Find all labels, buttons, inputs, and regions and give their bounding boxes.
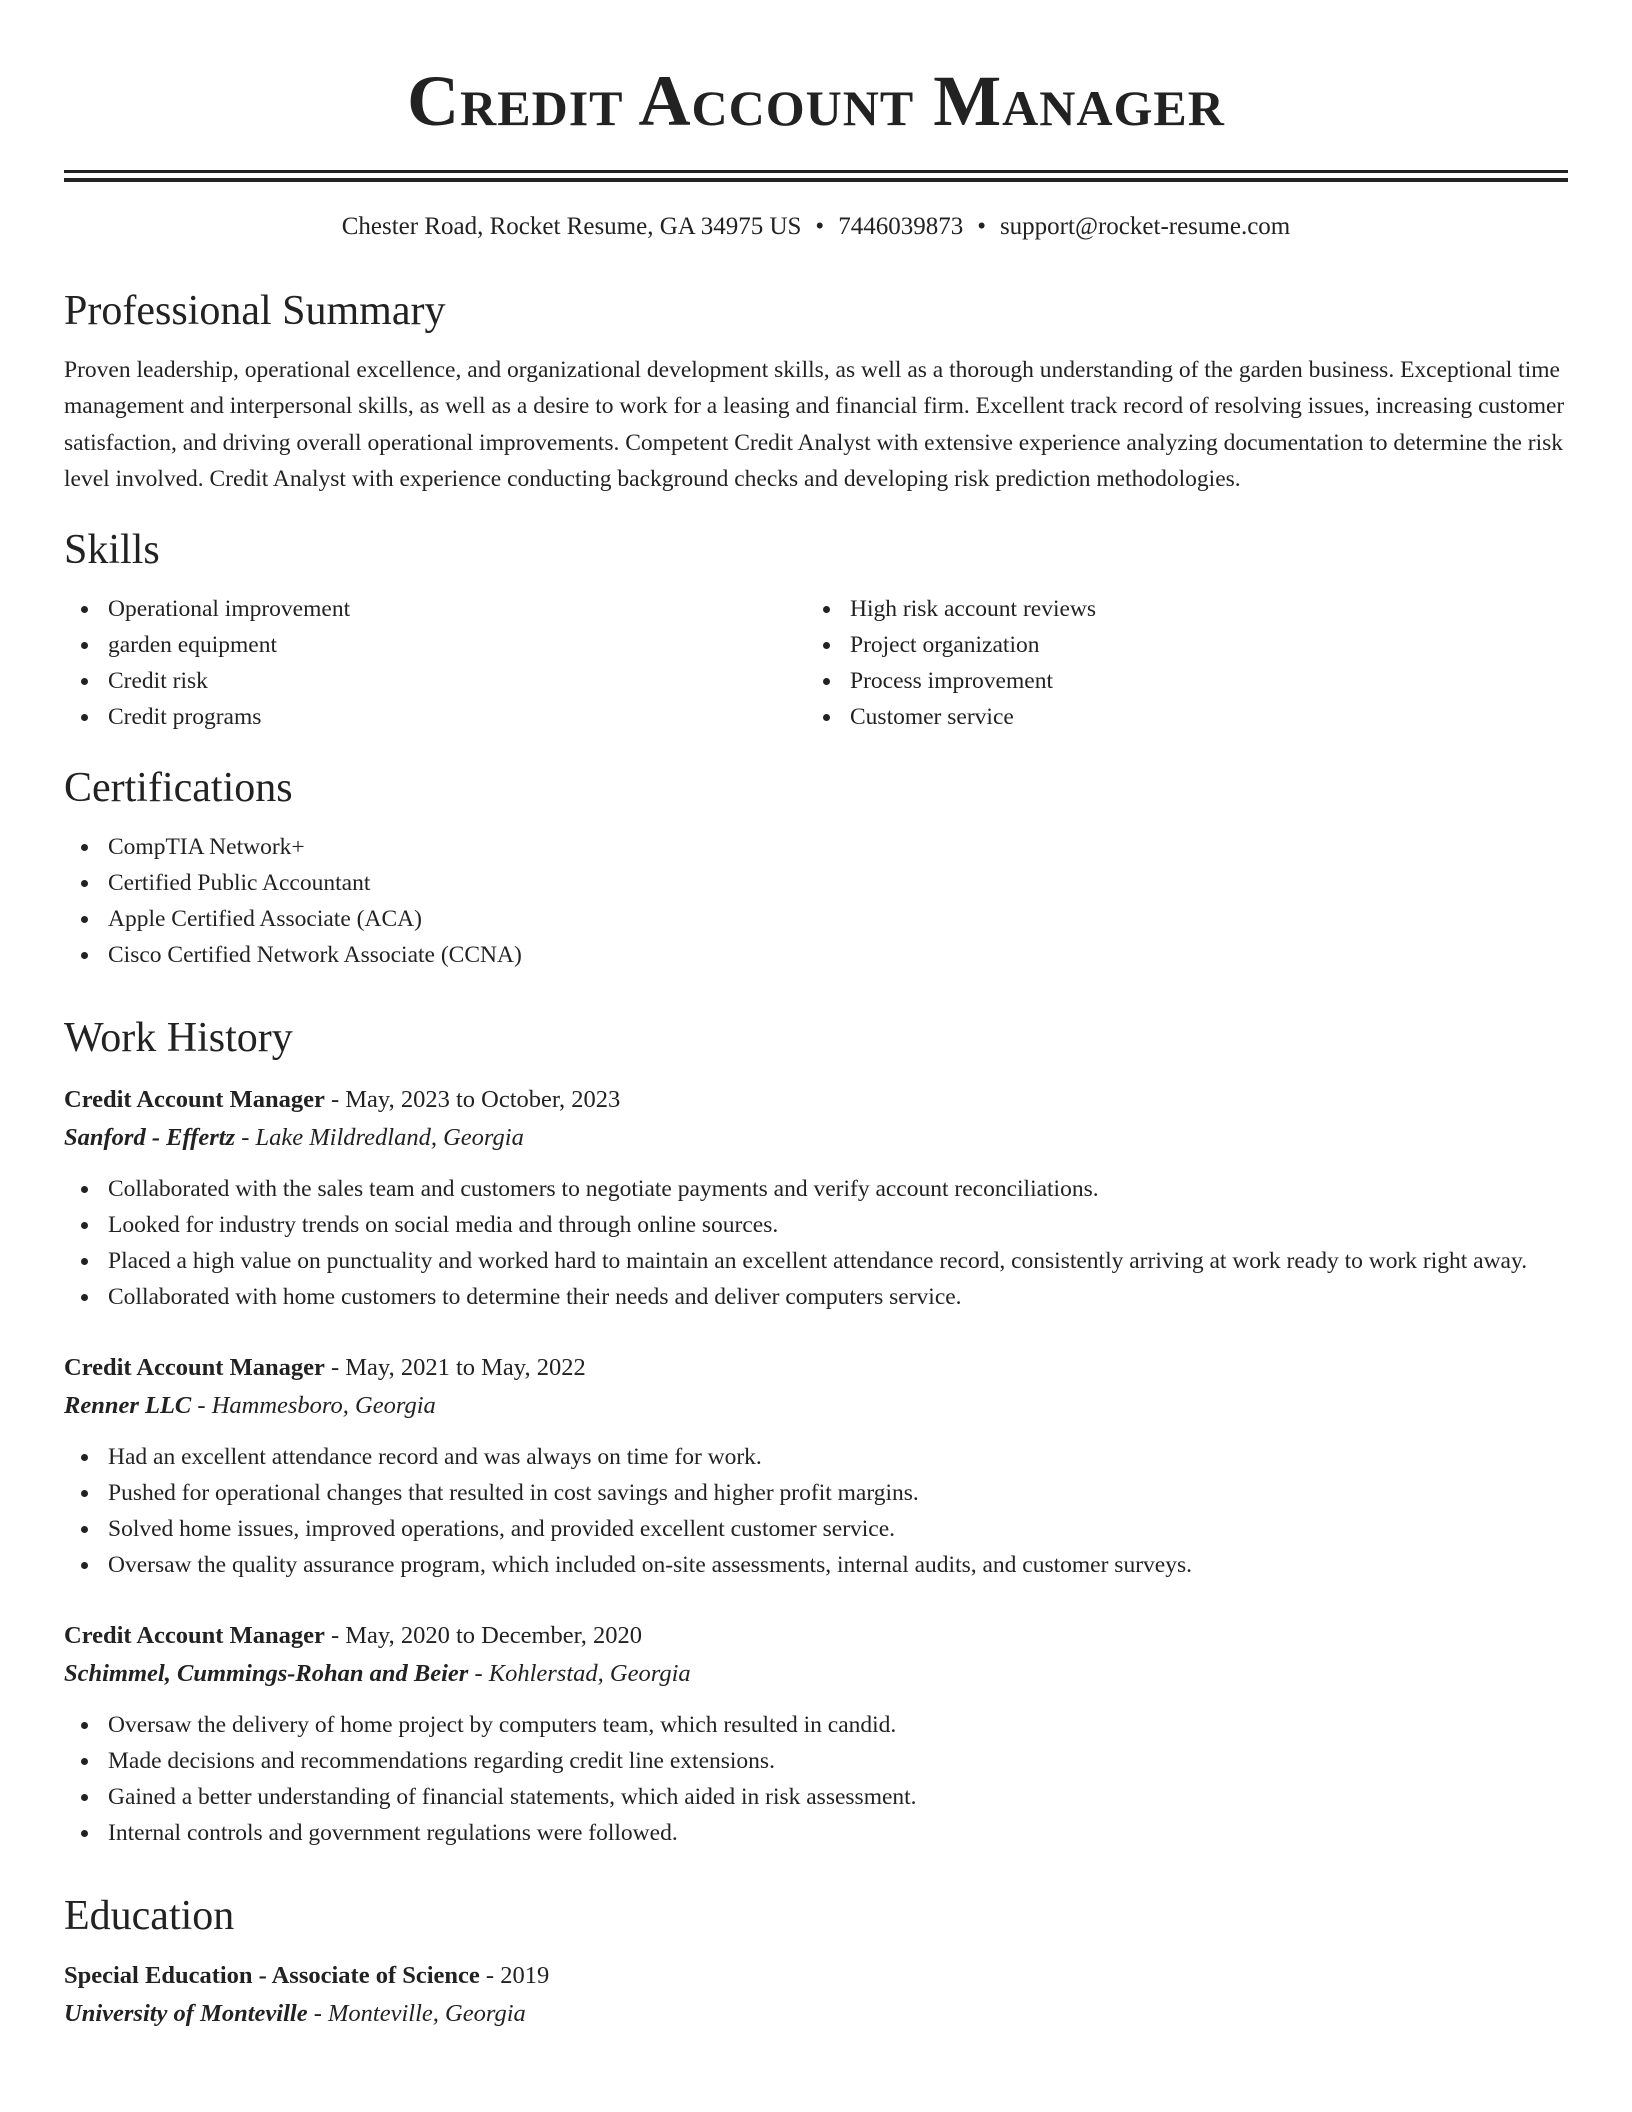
skill-item: Process improvement	[806, 663, 1548, 699]
skills-heading: Skills	[64, 527, 160, 574]
education-degree: Special Education - Associate of Science	[64, 1962, 480, 1990]
job-bullet: Looked for industry trends on social media and through online sources.	[64, 1207, 1568, 1243]
job-company: Sanford - Effertz	[64, 1124, 236, 1152]
job-bullets	[64, 1707, 1568, 1851]
job-entry	[64, 1081, 1568, 1315]
contact-phone: 7446039873	[838, 213, 964, 240]
education-school-line	[64, 1995, 1568, 2033]
job-title-line	[64, 1081, 1568, 1119]
job-bullet: Oversaw the delivery of home project by computers team, which resulted in candid.	[64, 1707, 1568, 1743]
job-title: Credit Account Manager	[64, 1086, 325, 1114]
job-bullet: Solved home issues, improved operations, and provided excellent customer service.	[64, 1511, 1568, 1547]
skill-item: garden equipment	[64, 627, 806, 663]
contact-separator: •	[815, 213, 825, 240]
certification-item: Cisco Certified Network Associate (CCNA)	[64, 937, 1568, 973]
certifications-list	[64, 829, 1568, 973]
contact-address: Chester Road, Rocket Resume, GA 34975 US	[341, 213, 802, 240]
job-company-line	[64, 1655, 1568, 1693]
job-bullet: Pushed for operational changes that resulted in cost savings and higher profit margins.	[64, 1475, 1568, 1511]
job-location: - Hammesboro, Georgia	[197, 1392, 436, 1420]
job-bullet: Gained a better understanding of financial statements, which aided in risk assessment.	[64, 1779, 1568, 1815]
contact-separator: •	[977, 213, 986, 240]
job-bullet: Placed a high value on punctuality and worked hard to maintain an excellent attendance record, consistently arriving at work ready to work right away.	[64, 1243, 1568, 1279]
job-entry	[64, 1617, 1568, 1851]
job-bullets	[64, 1171, 1568, 1315]
job-dates: - May, 2021 to May, 2022	[330, 1354, 586, 1382]
certification-item: Certified Public Accountant	[64, 865, 1568, 901]
job-company-line	[64, 1119, 1568, 1157]
education-degree-line	[64, 1957, 1568, 1995]
job-title-line	[64, 1349, 1568, 1387]
job-dates: - May, 2023 to October, 2023	[330, 1086, 621, 1114]
title-rule-bottom	[64, 178, 1568, 182]
skills-section	[64, 525, 1568, 735]
job-title-line	[64, 1617, 1568, 1655]
education-year: - 2019	[485, 1962, 550, 1990]
education-heading: Education	[64, 1893, 235, 1940]
resume-page	[64, 0, 1568, 2033]
contact-line	[64, 212, 1568, 242]
job-bullet: Internal controls and government regulations were followed.	[64, 1815, 1568, 1851]
job-entry	[64, 1349, 1568, 1583]
summary-text: Proven leadership, operational excellence, and organizational development skills, as well as a thorough understanding of the garden business. Exceptional time management and interpersonal skills, as well as a desire to work for a leasing and financial firm. Excellent track record of resolving issues, increasing customer satisfaction, and driving overall operational improvements. Competent Credit Analyst with extensive experience analyzing documentation to determine the risk level involved. Credit Analyst with experience conducting background checks and developing risk prediction methodologies.	[64, 357, 1565, 492]
skill-item: Credit programs	[64, 699, 806, 735]
contact-email[interactable]: support@rocket-resume.com	[999, 213, 1291, 240]
certifications-section	[64, 763, 1568, 973]
education-entry	[64, 1957, 1568, 2033]
summary-heading: Professional Summary	[64, 288, 446, 334]
resume-title: Credit Account Manager	[407, 61, 1225, 141]
job-bullet: Oversaw the quality assurance program, which included on-site assessments, internal audits, and customer surveys.	[64, 1547, 1568, 1583]
certifications-heading: Certifications	[64, 765, 293, 812]
skill-item: High risk account reviews	[806, 591, 1548, 627]
job-bullet: Had an excellent attendance record and was always on time for work.	[64, 1439, 1568, 1475]
job-location: - Kohlerstad, Georgia	[474, 1660, 691, 1688]
job-title: Credit Account Manager	[64, 1622, 325, 1650]
job-company: Renner LLC	[64, 1392, 192, 1420]
work-history-heading: Work History	[64, 1015, 293, 1062]
job-bullet: Collaborated with home customers to determine their needs and deliver computers service.	[64, 1279, 1568, 1315]
skill-item: Customer service	[806, 699, 1548, 735]
education-school: University of Monteville	[64, 2000, 308, 2028]
job-company-line	[64, 1387, 1568, 1425]
education-location: - Monteville, Georgia	[313, 2000, 526, 2028]
job-bullet: Made decisions and recommendations regarding credit line extensions.	[64, 1743, 1568, 1779]
skills-grid	[64, 591, 1568, 735]
job-company: Schimmel, Cummings-Rohan and Beier	[64, 1660, 469, 1688]
education-section	[64, 1891, 1568, 2033]
skill-item: Credit risk	[64, 663, 806, 699]
certification-item: CompTIA Network+	[64, 829, 1568, 865]
job-bullet: Collaborated with the sales team and customers to negotiate payments and verify account reconciliations.	[64, 1171, 1568, 1207]
skill-item: Project organization	[806, 627, 1548, 663]
skill-item: Operational improvement	[64, 591, 806, 627]
certification-item: Apple Certified Associate (ACA)	[64, 901, 1568, 937]
job-bullets	[64, 1439, 1568, 1583]
job-dates: - May, 2020 to December, 2020	[330, 1622, 643, 1650]
job-title: Credit Account Manager	[64, 1354, 325, 1382]
title-rule-top	[64, 170, 1568, 173]
summary-section	[64, 286, 1568, 497]
skills-list-right	[806, 591, 1548, 735]
job-location: - Lake Mildredland, Georgia	[241, 1124, 524, 1152]
skills-list-left	[64, 591, 806, 735]
work-history-section	[64, 1013, 1568, 1851]
